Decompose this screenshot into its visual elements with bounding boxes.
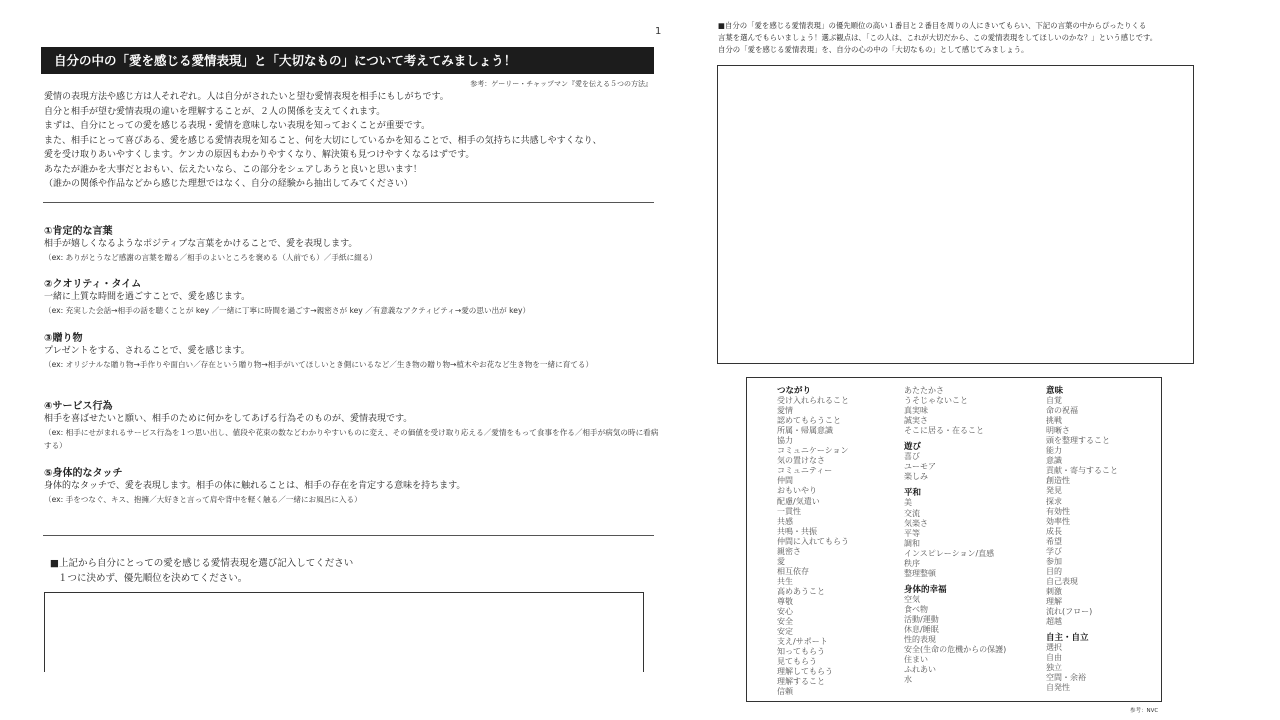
needs-item: 自発性 — [1046, 683, 1070, 693]
love-language-section — [44, 467, 664, 506]
needs-item: 喜び — [904, 452, 920, 462]
needs-category-title: つながり — [777, 386, 812, 396]
needs-item: 協力 — [777, 436, 793, 446]
needs-item: 安全 — [777, 617, 793, 627]
needs-item: 挑戦 — [1046, 416, 1062, 426]
intro-line: 自分と相手が望む愛情表現の違いを理解することが、２人の関係を支えてくれます。 — [44, 106, 386, 117]
needs-item: 共感 — [777, 516, 793, 526]
needs-item: 秩序 — [904, 558, 920, 568]
needs-column — [777, 386, 849, 697]
needs-item: 知ってもらう — [777, 647, 825, 657]
needs-item: 平等 — [904, 528, 920, 538]
needs-item: 安定 — [777, 627, 793, 637]
needs-item: 高めあうこと — [777, 586, 825, 596]
divider — [43, 535, 654, 536]
needs-item: 発見 — [1046, 486, 1062, 496]
needs-item: 愛情 — [777, 406, 793, 416]
section-title: ②クオリティ・タイム — [44, 279, 142, 290]
needs-item: コミュニケーション — [777, 446, 849, 456]
instruction-line: 自分の「愛を感じる愛情表現」を、自分の心の中の「大切なもの」として感じてみましょう。 — [718, 45, 1029, 54]
needs-item: 美 — [904, 498, 912, 508]
intro-text — [44, 90, 664, 192]
needs-item: 参加 — [1046, 556, 1062, 566]
love-language-section — [44, 332, 664, 371]
needs-item: 明晰さ — [1046, 426, 1070, 436]
needs-column — [904, 386, 1006, 685]
needs-item: 愛 — [777, 556, 785, 566]
needs-item: 自由 — [1046, 653, 1062, 663]
needs-item: 一貫性 — [777, 506, 801, 516]
needs-category-title: 身体的幸福 — [904, 584, 947, 595]
needs-item: 創造性 — [1046, 476, 1070, 486]
needs-item: 空気 — [904, 594, 920, 604]
needs-item: 効率性 — [1046, 516, 1070, 526]
needs-item: 独立 — [1046, 663, 1062, 673]
needs-item: 目的 — [1046, 566, 1062, 576]
needs-item: 認めてもらうこと — [777, 416, 841, 426]
section-example: （ex: 手をつなぐ、キス、抱擁／大好きと言って肩や背中を軽く触る／一緒にお風呂に入る） — [44, 495, 362, 504]
needs-category-title: 遊び — [904, 442, 922, 453]
needs-item: 活動/運動 — [904, 614, 939, 624]
needs-item: インスピレーション/直感 — [904, 548, 995, 558]
needs-item: 貢献・寄与すること — [1046, 466, 1118, 476]
needs-item: 空間・余裕 — [1046, 673, 1086, 683]
instruction-line: 言葉を選んでもらいましょう！選ぶ観点は、「この人は、これが大切だから、この愛情表現をしてほしいのかな？」という感じです。 — [718, 33, 1158, 42]
needs-item: 尊敬 — [777, 596, 793, 606]
needs-item: 楽しみ — [904, 472, 928, 482]
needs-item: 支え/サポート — [777, 637, 828, 647]
needs-item: 安全(生命の危機からの保護) — [904, 645, 1007, 655]
needs-item: 命の祝福 — [1046, 406, 1078, 416]
reference-note: 参考：ゲーリー・チャップマン『愛を伝える５つの方法』 — [470, 80, 652, 88]
instruction-line: １つに決めず、優先順位を決めてください。 — [58, 573, 248, 584]
needs-item: 真実味 — [904, 406, 928, 416]
page-title: 自分の中の「愛を感じる愛情表現」と「大切なもの」について考えてみましょう！ — [41, 47, 654, 74]
section-description: 一緒に上質な時間を過ごすことで、愛を感じます。 — [44, 292, 251, 302]
needs-item: 仲間 — [777, 476, 793, 486]
needs-item: 配慮/気遣い — [777, 496, 820, 506]
needs-item: 共生 — [777, 576, 793, 586]
divider — [43, 202, 654, 203]
needs-item: 能力 — [1046, 446, 1062, 456]
instruction-line: ■自分の「愛を感じる愛情表現」の優先順位の高い１番目と２番目を周りの人にきいてもらい、下記の言葉の中からぴったりくる — [718, 21, 1147, 30]
needs-item: 探求 — [1046, 496, 1062, 506]
needs-item: 住まい — [904, 655, 928, 665]
section-description: 身体的なタッチで、愛を表現します。相手の体に触れることは、相手の存在を肯定する意味を持ちます。 — [44, 481, 466, 491]
needs-item: ユーモア — [904, 462, 936, 472]
section-title: ⑤身体的なタッチ — [44, 468, 123, 479]
needs-item: 意識 — [1046, 456, 1062, 466]
needs-item: 自覚 — [1046, 396, 1062, 406]
needs-item: 選択 — [1046, 643, 1062, 653]
needs-item: おもいやり — [777, 486, 817, 496]
needs-item: 親密さ — [777, 546, 801, 556]
needs-item: 性的表現 — [904, 635, 936, 645]
needs-item: 水 — [904, 675, 912, 685]
intro-line: 愛を受け取りあいやすくします。ケンカの原因もわかりやすくなり、解決策も見つけやすくなるはずです。 — [44, 150, 475, 160]
intro-line: （誰かの関係や作品などから感じた理想ではなく、自分の経験から抽出してみてください） — [44, 179, 413, 189]
needs-item: 食べ物 — [904, 604, 928, 614]
needs-item: 学び — [1046, 546, 1062, 556]
section-title: ③贈り物 — [44, 333, 83, 344]
love-language-section — [44, 278, 664, 317]
needs-column — [1046, 386, 1118, 693]
needs-item: 受け入れられること — [777, 396, 849, 406]
needs-item: 整理整頓 — [904, 568, 936, 578]
needs-item: 仲間に入れてもらう — [777, 536, 849, 546]
needs-item: 成長 — [1046, 526, 1062, 536]
answer-box[interactable] — [44, 592, 644, 672]
intro-line: また、相手にとって喜びある、愛を感じる愛情表現を知ること、何を大切にしているかを知ることで、相手の気持ちに共感しやすくなり、 — [44, 135, 602, 146]
needs-item: ふれあい — [904, 665, 936, 675]
needs-item: 所属・帰属意識 — [777, 426, 833, 436]
section-title: ①肯定的な言葉 — [44, 226, 113, 237]
needs-item: 理解 — [1046, 596, 1062, 606]
instruction-line: ■上記から自分にとっての愛を感じる愛情表現を選び記入してください — [50, 558, 354, 569]
selection-instruction — [50, 556, 353, 586]
section-description: 相手を喜ばせたいと願い、相手のために何かをしてあげる行為そのものが、愛情表現です。 — [44, 414, 413, 424]
needs-item: 気楽さ — [904, 518, 928, 528]
section-example: （ex: 相手にせがまれるサービス行為を１つ思い出し、値段や花束の数などわかりやすいものに変え、その価値を受け取り応える／愛情をもって食事を作る／相手が病気の時に看病する） — [44, 428, 659, 450]
needs-reference: 参考：NVC — [1130, 708, 1159, 714]
needs-item: 交流 — [904, 508, 920, 518]
love-language-section — [44, 225, 664, 264]
intro-line: まずは、自分にとっての愛を感じる表現・愛情を意味しない表現を知っておくことが重要です。 — [44, 121, 431, 131]
needs-item: 理解してもらう — [777, 667, 833, 677]
needs-item: 休息/睡眠 — [904, 625, 939, 635]
answer-box[interactable] — [717, 65, 1194, 364]
section-example: （ex: オリジナルな贈り物→手作りや面白い／存在という贈り物→相手がいてほしいとき側にいるなど／生き物の贈り物→植木やお花など生き物を一緒に育てる） — [44, 360, 594, 369]
page-number: 1 — [655, 26, 662, 37]
needs-category-title: 自主・自立 — [1046, 633, 1089, 644]
needs-item: 信頼 — [777, 687, 793, 697]
needs-item: 見てもらう — [777, 657, 817, 667]
needs-item: 調和 — [904, 538, 920, 548]
love-language-section — [44, 400, 664, 452]
needs-category-title: 平和 — [904, 488, 922, 499]
needs-item: そこに居る・在ること — [904, 426, 984, 436]
needs-item: 希望 — [1046, 536, 1062, 546]
section-example: （ex: ありがとうなど感謝の言葉を贈る／相手のよいところを褒める（人前でも）／手紙に綴る） — [44, 253, 377, 262]
section-description: 相手が嬉しくなるようなポジティブな言葉をかけることで、愛を表現します。 — [44, 239, 358, 249]
section-description: プレゼントをする、されることで、愛を感じます。 — [44, 346, 250, 356]
section-title: ④サービス行為 — [44, 401, 113, 412]
needs-item: 相互依存 — [777, 566, 809, 576]
needs-item: 安心 — [777, 607, 793, 617]
needs-item: あたたかさ — [904, 386, 944, 395]
needs-item: 共鳴・共振 — [777, 526, 817, 536]
needs-item: 理解すること — [777, 677, 825, 687]
needs-item: 有効性 — [1046, 506, 1070, 516]
needs-item: 誠実さ — [904, 416, 928, 426]
needs-item: うそじゃないこと — [904, 396, 968, 406]
intro-line: あなたが誰かを大事だとおもい、伝えたいなら、この部分をシェアしあうと良いと思います！ — [44, 164, 422, 175]
needs-item: 頭を整理すること — [1046, 436, 1110, 446]
needs-instruction — [718, 20, 1157, 56]
needs-category-title: 意味 — [1046, 386, 1064, 396]
needs-item: 超越 — [1046, 617, 1062, 627]
needs-item: 気の置けなさ — [777, 456, 825, 466]
needs-list-box — [746, 377, 1162, 702]
needs-item: 自己表現 — [1046, 576, 1078, 586]
intro-line: 愛情の表現方法や感じ方は人それぞれ。人は自分がされたいと望む愛情表現を相手にもしがちです。 — [44, 92, 449, 102]
needs-item: 流れ(フロー) — [1046, 607, 1093, 617]
section-example: （ex: 充実した会話→相手の話を聴くことが key ／一緒に丁寧に時間を過ごす→親密さが key ／有意義なアクティビティ→愛の思い出が key） — [44, 306, 531, 315]
needs-item: コミュニティー — [777, 466, 833, 476]
needs-item: 刺激 — [1046, 586, 1062, 596]
